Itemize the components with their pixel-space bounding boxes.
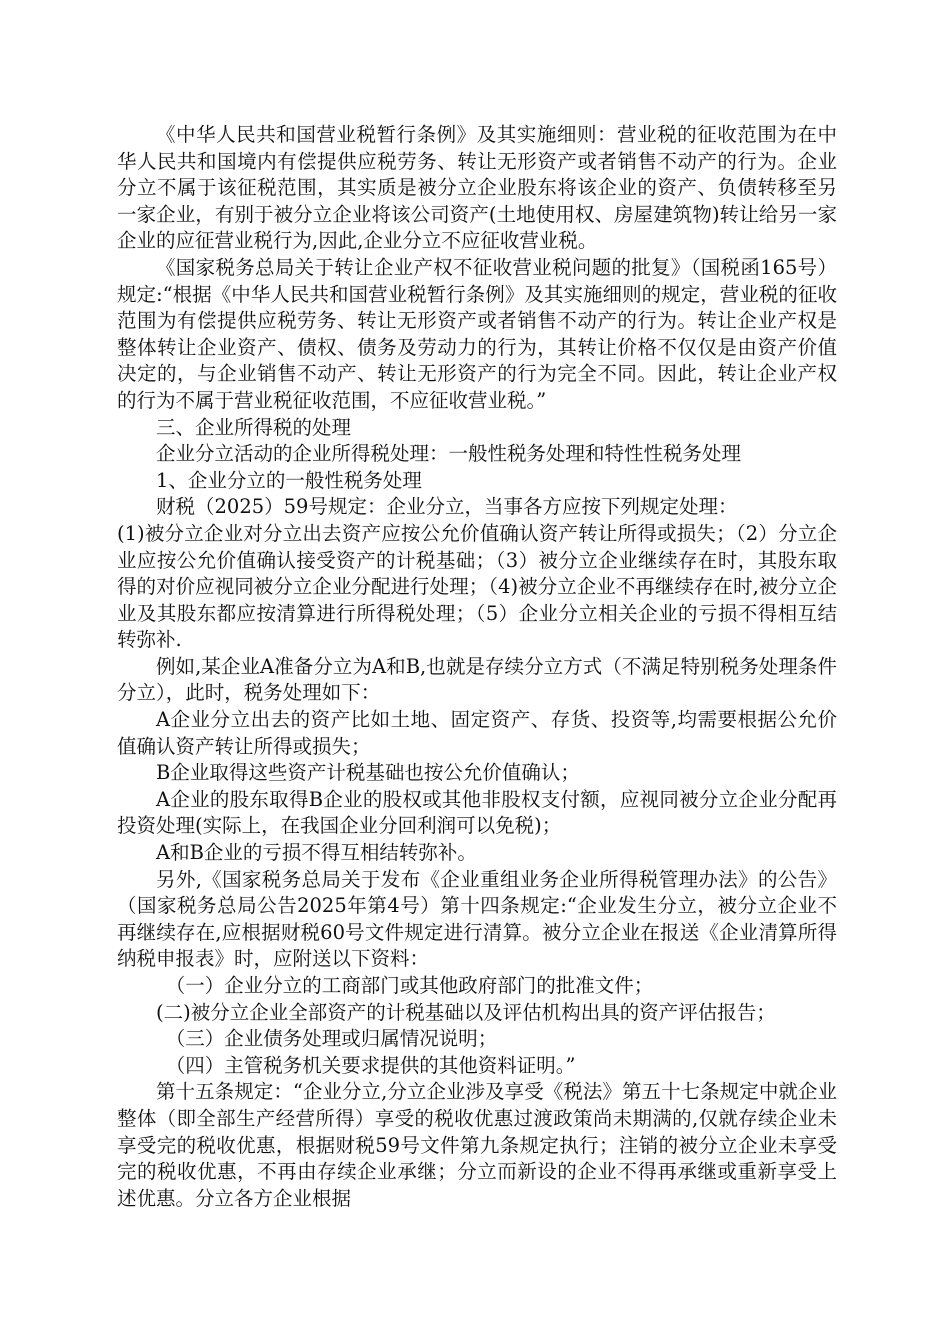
paragraph-article-15: 第十五条规定：“企业分立,分立企业涉及享受《税法》第五十七条规定中就企业整体（即全部生产经营所得）享受的税收优惠过渡政策尚未期满的,仅就存续企业未享受完的税收优惠，根据财税59号文件第九条规定执行；注销的被分立企业未享受完的税收优惠，不再由存续企业承继；分立而新设的企业不得再承继或重新享受上述优惠。分立各方企业根据	[117, 1080, 837, 1210]
paragraph-example: 例如,某企业A准备分立为A和B,也就是存续分立方式（不满足特别税务处理条件分立），此时，税务处理如下：	[117, 654, 837, 705]
paragraph-business-tax-regulation: 《中华人民共和国营业税暂行条例》及其实施细则：营业税的征收范围为在中华人民共和国境内有偿提供应税劳务、转让无形资产或者销售不动产的行为。企业分立不属于该征税范围，其实质是被分立企业股东将该企业的资产、负债转移至另一家企业，有别于被分立企业将该公司资产(土地使用权、房屋建筑物)转让给另一家企业的应征营业税行为,因此,企业分立不应征收营业税。	[117, 123, 837, 253]
list-item-approval-documents: （一）企业分立的工商部门或其他政府部门的批准文件；	[165, 974, 654, 997]
paragraph-announcement-2025-4: 另外,《国家税务总局关于发布《企业重组业务企业所得税管理办法》的公告》（国家税务总局公告2025年第4号）第十四条规定:“企业发生分立，被分立企业不再继续存在,应根据财税60号文件规定进行清算。被分立企业在报送《企业清算所得纳税申报表》时，应附送以下资料：	[117, 867, 837, 971]
list-item-asset-appraisal: (二)被分立企业全部资产的计税基础以及评估机构出具的资产评估报告；	[156, 1000, 776, 1024]
paragraph-example-losses: A和B企业的亏损不得互相结转弥补。	[156, 841, 477, 865]
paragraph-example-a-assets: A企业分立出去的资产比如土地、固定资产、存货、投资等,均需要根据公允价值确认资产转让所得或损失；	[117, 708, 837, 758]
paragraph-example-shareholders: A企业的股东取得B企业的股权或其他非股权支付额，应视同被分立企业分配再投资处理(实际上，在我国企业分回利润可以免税)；	[117, 787, 837, 838]
list-item-debt-handling: （三）企业债务处理或归属情况说明；	[165, 1027, 498, 1051]
paragraph-example-b-basis: B企业取得这些资产计税基础也按公允价值确认；	[156, 761, 580, 785]
paragraph-caishui-59: 财税（2025）59号规定：企业分立，当事各方应按下列规定处理：	[156, 495, 738, 519]
paragraph-income-tax-treatment: 企业分立活动的企业所得税处理：一般性税务处理和特性性税务处理	[156, 442, 742, 466]
paragraph-rules-list: (1)被分立企业对分立出去资产应按公允价值确认资产转让所得或损失；（2）分立企业应按公允价值确认接受资产的计税基础；（3）被分立企业继续存在时，其股东取得的对价应视同被分立企业分配进行处理；（4)被分立企业不再继续存在时,被分立企业及其股东都应按清算进行所得税处理；（5）企业分立相关企业的亏损不得相互结转弥补.	[117, 521, 837, 652]
section-heading-income-tax: 三、企业所得税的处理	[156, 415, 352, 439]
list-item-other-materials: （四）主管税务机关要求提供的其他资料证明。”	[165, 1053, 576, 1077]
document-page	[117, 122, 837, 1212]
subheading-general-treatment: 1、企业分立的一般性税务处理	[156, 468, 422, 492]
paragraph-tax-reply-165: 《国家税务总局关于转让企业产权不征收营业税问题的批复》（国税函165号）规定:“根据《中华人民共和国营业税暂行条例》及其实施细则的规定，营业税的征收范围为有偿提供应税劳务、转让无形资产或者销售不动产的行为。转让企业产权是整体转让企业资产、债权、债务及劳动力的行为，其转让价格不仅仅是由资产价值决定的，与企业销售不动产、转让无形资产的行为完全不同。因此，转让企业产权的行为不属于营业税征收范围，不应征收营业税。”	[117, 255, 837, 412]
